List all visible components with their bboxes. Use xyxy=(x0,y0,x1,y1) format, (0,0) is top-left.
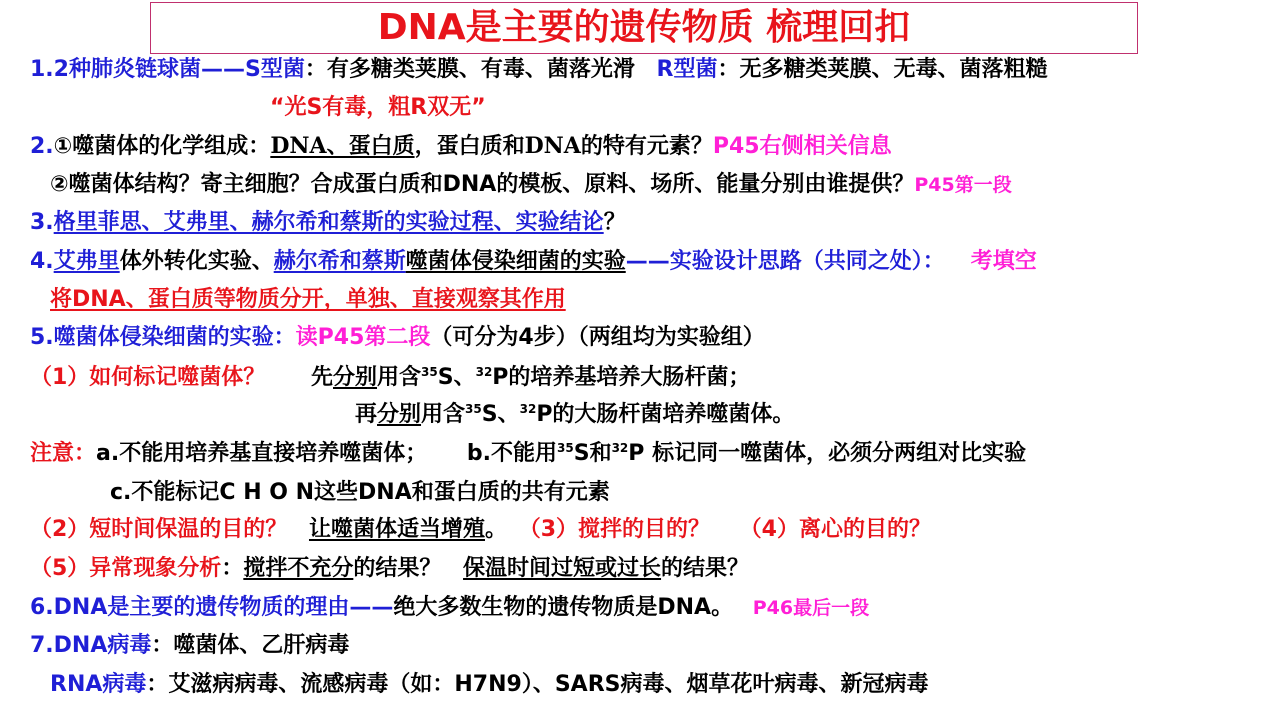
step-3-question: （3）搅拌的目的？ xyxy=(518,517,710,542)
contain-text: 用含 xyxy=(377,365,422,390)
page-ref: P46最后一段 xyxy=(752,597,870,619)
line-2-structure xyxy=(50,171,1012,199)
reason-heading: 6.DNA是主要的遗传物质的理由—— xyxy=(30,595,394,620)
item-number: 2. xyxy=(30,134,54,159)
sulfur-text: S、 xyxy=(437,365,476,390)
mass-number: 35 xyxy=(421,365,438,379)
step-note: （可分为4步）（两组均为实验组） xyxy=(430,325,765,350)
step-1-question: （1）如何标记噬菌体？ xyxy=(30,365,266,390)
avery-link: 艾弗里 xyxy=(53,249,120,274)
step-1-labeling xyxy=(30,364,750,392)
r-type-desc: ：无多糖类荚膜、无毒、菌落粗糙 xyxy=(717,57,1048,82)
incubation-time: 保温时间过短或过长 xyxy=(463,556,662,581)
line-4-design xyxy=(30,248,1037,276)
mass-number: 32 xyxy=(611,441,629,455)
sulfur-and-text: S和 xyxy=(573,441,612,466)
notice-b-rest: P 标记同一噬菌体，必须分两组对比实验 xyxy=(628,441,1027,466)
page-ref: P45第一段 xyxy=(914,174,1012,196)
page-ref: P45右侧相关信息 xyxy=(712,134,892,159)
colon: ： xyxy=(221,556,244,581)
step-5-analysis xyxy=(30,555,749,583)
mass-number: 35 xyxy=(465,402,482,416)
composition-answer: DNA、蛋白质 xyxy=(270,133,415,159)
transformation-text: 体外转化实验、 xyxy=(119,249,274,274)
dna-virus-label: 7.DNA病毒 xyxy=(30,633,152,658)
notice-b: b.不能用 xyxy=(466,441,558,466)
page-title: DNA是主要的遗传物质 梳理回扣 xyxy=(150,2,1138,54)
period: 。 xyxy=(485,517,508,542)
notice-line xyxy=(30,440,1026,468)
r-type-label: R型菌 xyxy=(656,57,718,82)
phage-experiment: 噬菌体侵染细菌的实验 xyxy=(405,249,626,274)
page-ref: 读P45第二段 xyxy=(295,325,431,350)
step-4-question: （4）离心的目的？ xyxy=(739,517,931,542)
item-number: 4. xyxy=(30,249,54,274)
structure-question: ②噬菌体结构？寄主细胞？合成蛋白质和DNA的模板、原料、场所、能量分别由谁提供？ xyxy=(50,172,915,197)
design-idea: ——实验设计思路（共同之处）： xyxy=(625,249,945,274)
insufficient-stirring: 搅拌不充分 xyxy=(243,556,354,581)
line-1-bacteria xyxy=(30,56,1047,84)
step-1-first: 先 xyxy=(310,365,333,390)
question-mark: ？ xyxy=(603,210,626,235)
scientists-experiments: 格里菲思、艾弗里、赫尔希和蔡斯的实验过程、实验结论 xyxy=(53,210,604,235)
exam-note: 考填空 xyxy=(970,249,1037,274)
element-question: ，蛋白质和DNA的特有元素？ xyxy=(414,133,713,159)
line-6-reason xyxy=(30,594,869,622)
sulfur-text: S、 xyxy=(481,402,520,427)
phosphorus-ecoli-text: P的大肠杆菌培养噬菌体。 xyxy=(536,402,795,427)
notice-a: a.不能用培养基直接培养噬菌体； xyxy=(96,441,428,466)
item-number: 3. xyxy=(30,210,54,235)
rna-virus-list: ：艾滋病病毒、流感病毒（如：H7N9）、SARS病毒、烟草花叶病毒、新冠病毒 xyxy=(146,672,929,697)
step-2-answer: 让噬菌体适当增殖 xyxy=(308,517,485,542)
dna-virus-list: ：噬菌体、乙肝病毒 xyxy=(151,633,350,658)
step-5-label: （5）异常现象分析 xyxy=(30,556,222,581)
infection-heading: 5.噬菌体侵染细菌的实验： xyxy=(30,325,296,350)
then-text: 再 xyxy=(355,402,378,427)
mnemonic: “光S有毒，粗R双无” xyxy=(270,95,486,120)
design-answer: 将DNA、蛋白质等物质分开，单独、直接观察其作用 xyxy=(50,287,566,312)
contain-text: 用含 xyxy=(421,402,466,427)
line-3-scientists xyxy=(30,209,626,237)
rna-virus-label: RNA病毒 xyxy=(50,672,147,697)
line-5-infection xyxy=(30,324,765,352)
line-7-dna-virus xyxy=(30,632,349,660)
step-2-question: （2）短时间保温的目的？ xyxy=(30,517,288,542)
s-type-desc: ：有多糖类荚膜、有毒、菌落光滑 xyxy=(304,57,635,82)
reason-text: 绝大多数生物的遗传物质是DNA。 xyxy=(393,595,734,620)
separately-text: 分别 xyxy=(333,365,378,390)
line-7-rna-virus xyxy=(50,671,929,699)
result-question: 的结果？ xyxy=(353,556,442,581)
step-1-then xyxy=(355,401,794,429)
notice-c: c.不能标记C H O N这些DNA和蛋白质的共有元素 xyxy=(110,480,610,505)
separately-text: 分别 xyxy=(377,402,422,427)
notice-label: 注意： xyxy=(30,441,97,466)
line-2-composition xyxy=(30,132,892,161)
composition-question: ①噬菌体的化学组成： xyxy=(53,134,271,159)
phosphorus-medium-text: P的培养基培养大肠杆菌； xyxy=(492,365,751,390)
steps-2-4 xyxy=(30,516,931,544)
hershey-chase-link: 赫尔希和蔡斯 xyxy=(273,249,406,274)
s-type-label: 1.2种肺炎链球菌——S型菌 xyxy=(30,57,305,82)
mass-number: 35 xyxy=(557,441,574,455)
result-question: 的结果？ xyxy=(661,556,750,581)
mass-number: 32 xyxy=(519,402,537,416)
mass-number: 32 xyxy=(475,365,493,379)
